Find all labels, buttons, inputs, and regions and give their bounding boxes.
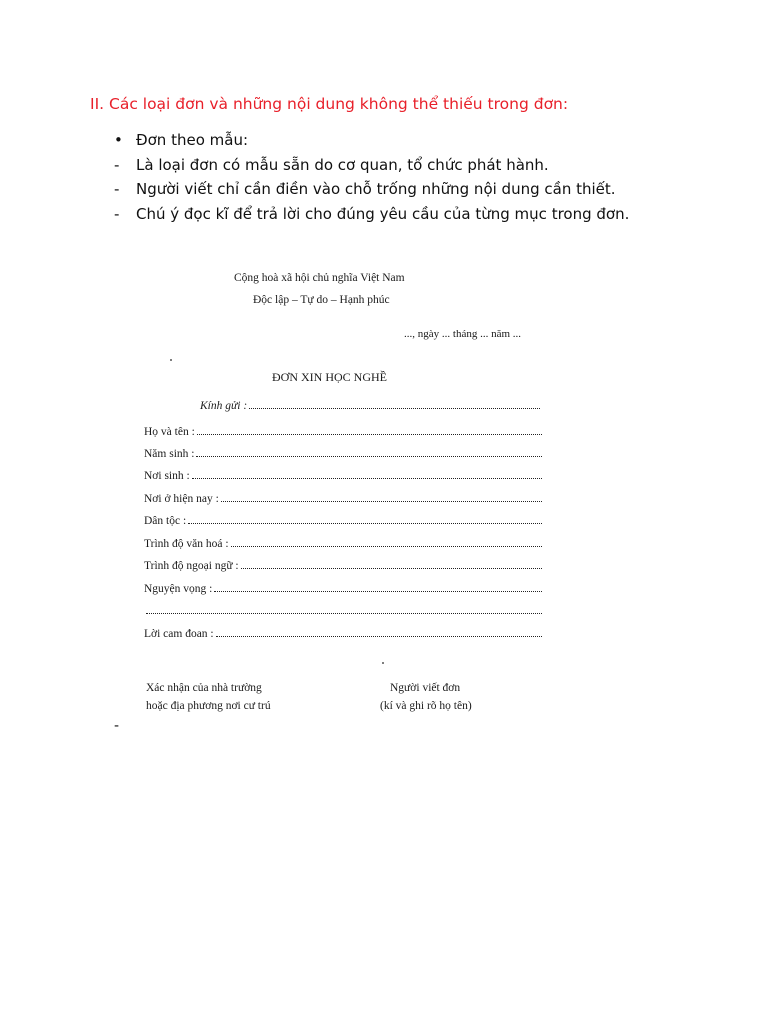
dash-marker: -: [114, 155, 120, 174]
dotted-line: [146, 611, 542, 614]
form-title: ĐƠN XIN HỌC NGHỀ: [272, 370, 387, 384]
field-row: [144, 444, 542, 460]
field-row: [144, 556, 542, 572]
dotted-line: [188, 521, 542, 524]
field-label: Nơi ở hiện nay :: [144, 493, 219, 505]
dash-marker: -: [114, 204, 120, 223]
national-title: Cộng hoà xã hội chủ nghĩa Việt Nam: [234, 272, 405, 284]
dotted-line: [249, 406, 540, 409]
bullet-marker: •: [114, 131, 123, 149]
dotted-line: [214, 589, 542, 592]
field-row: [144, 422, 542, 438]
writer-line-1: Người viết đơn: [390, 682, 461, 694]
date-line: ..., ngày ... tháng ... năm ...: [404, 328, 522, 340]
field-label: Họ và tên :: [144, 426, 195, 438]
field-row: [144, 601, 542, 617]
dotted-line: [241, 566, 542, 569]
scan-speck: [170, 359, 172, 361]
section-heading: II. Các loại đơn và những nội dung không thể thiếu trong đơn:: [90, 95, 569, 113]
list-item: [114, 177, 629, 202]
field-label: Dân tộc :: [144, 515, 187, 527]
field-row: [144, 534, 542, 550]
list-item-text: Người viết chỉ cần điền vào chỗ trống những nội dung cần thiết.: [136, 180, 616, 198]
list-item: [114, 128, 629, 153]
field-row: [144, 624, 542, 640]
dotted-line: [196, 454, 542, 457]
list-item-text: Là loại đơn có mẫu sẵn do cơ quan, tổ chức phát hành.: [136, 155, 549, 174]
field-label: Trình độ ngoại ngữ :: [144, 560, 239, 572]
addressee-label: Kính gửi :: [200, 400, 248, 412]
dotted-line: [192, 476, 542, 479]
field-label: Lời cam đoan :: [144, 628, 214, 640]
field-row: [144, 466, 542, 482]
field-label: Nguyện vọng :: [144, 583, 213, 595]
application-form-image: [0, 250, 768, 750]
dash-marker: -: [114, 180, 120, 198]
field-row: [144, 489, 542, 505]
field-row: [144, 579, 542, 595]
list-item: [114, 202, 629, 227]
dotted-line: [231, 544, 542, 547]
dotted-line: [221, 499, 542, 502]
confirm-line-1: Xác nhận của nhà trường: [146, 682, 262, 694]
field-row: [144, 511, 542, 527]
field-label: Trình độ văn hoá :: [144, 538, 229, 550]
confirm-line-2: hoặc địa phương nơi cư trú: [146, 700, 271, 712]
dotted-line: [216, 634, 542, 637]
dotted-line: [197, 432, 542, 435]
national-motto: Độc lập – Tự do – Hạnh phúc: [253, 294, 390, 306]
addressee-row: [200, 396, 540, 412]
bullet-list: [114, 128, 629, 226]
field-label: Năm sinh :: [144, 448, 195, 460]
list-item: [114, 153, 629, 178]
writer-line-2: (kí và ghi rõ họ tên): [380, 700, 472, 712]
field-label: Nơi sinh :: [144, 470, 190, 482]
list-item-text: Chú ý đọc kĩ để trả lời cho đúng yêu cầu của từng mục trong đơn.: [136, 204, 630, 223]
trailing-dash: -: [114, 718, 120, 734]
scan-speck: [382, 662, 384, 664]
list-item-text: Đơn theo mẫu:: [136, 131, 249, 149]
